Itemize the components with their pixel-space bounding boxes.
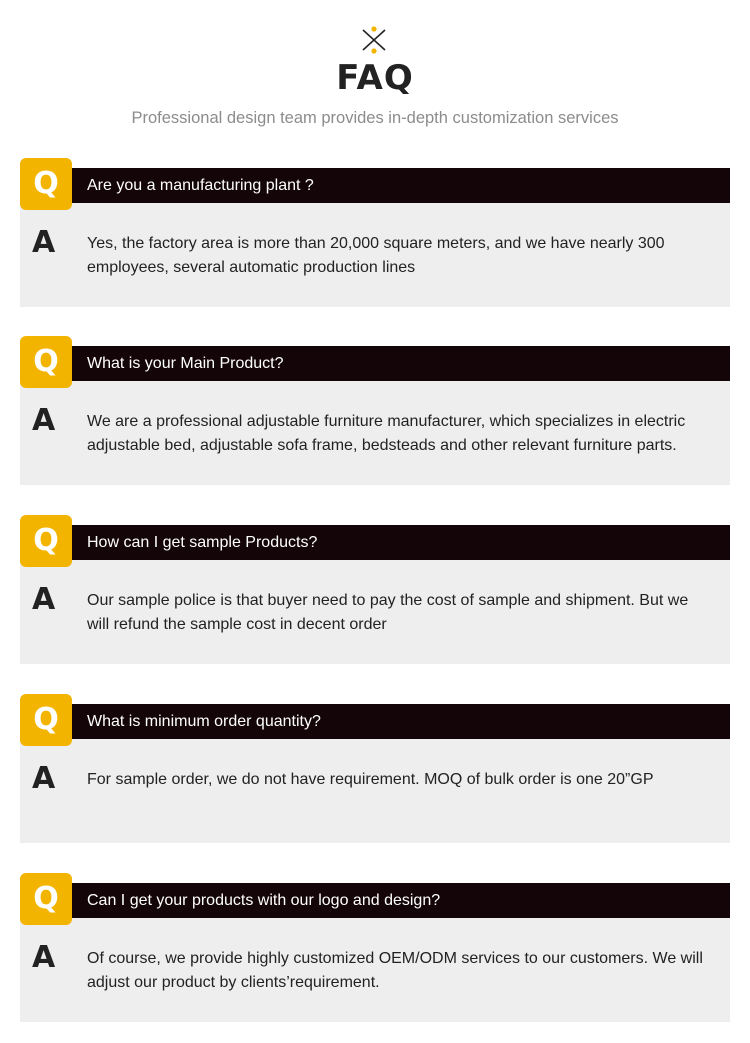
question-bar (72, 704, 730, 739)
question-badge (20, 158, 72, 210)
answer-letter: A (32, 761, 56, 796)
question-badge (20, 515, 72, 567)
faq-item (20, 694, 730, 843)
question-badge (20, 694, 72, 746)
answer-text: Of course, we provide highly customized OEM/ODM services to our customers. We will adjust our product by clients’requirement. (87, 950, 703, 991)
answer-text: Yes, the factory area is more than 20,000 square meters, and we have nearly 300 employees, several automatic production lines (87, 235, 665, 276)
answer-text: We are a professional adjustable furniture manufacturer, which specializes in electric adjustable bed, adjustable sofa frame, bedsteads and other relevant furniture parts. (87, 413, 686, 454)
question-text: Are you a manufacturing plant ? (87, 177, 314, 194)
answer-letter: A (32, 225, 56, 260)
question-bar (72, 346, 730, 381)
question-letter: Q (33, 881, 59, 916)
question-text: What is your Main Product? (87, 355, 284, 372)
question-text: How can I get sample Products? (87, 534, 318, 551)
question-letter: Q (33, 166, 59, 201)
cross-dots-icon (360, 26, 388, 54)
answer-box (20, 560, 730, 664)
faq-item (20, 873, 730, 1022)
question-letter: Q (33, 702, 59, 737)
answer-box (20, 203, 730, 307)
answer-text: For sample order, we do not have requirement. MOQ of bulk order is one 20”GP (87, 771, 654, 788)
question-bar (72, 168, 730, 203)
answer-letter: A (32, 582, 56, 617)
faq-item (20, 158, 730, 307)
answer-letter: A (32, 940, 56, 975)
answer-text: Our sample police is that buyer need to pay the cost of sample and shipment. But we will refund the sample cost in decent order (87, 592, 689, 633)
question-letter: Q (33, 523, 59, 558)
answer-box (20, 739, 730, 843)
page-subtitle: Professional design team provides in-depth customization services (131, 109, 619, 127)
question-badge (20, 873, 72, 925)
answer-box (20, 918, 730, 1022)
answer-letter: A (32, 403, 56, 438)
question-letter: Q (33, 344, 59, 379)
answer-box (20, 381, 730, 485)
page-title: FAQ (336, 58, 414, 98)
faq-header (0, 0, 750, 150)
question-bar (72, 525, 730, 560)
question-bar (72, 883, 730, 918)
question-text: What is minimum order quantity? (87, 713, 321, 730)
question-text: Can I get your products with our logo and design? (87, 892, 441, 909)
question-badge (20, 336, 72, 388)
faq-item (20, 336, 730, 485)
faq-item (20, 515, 730, 664)
